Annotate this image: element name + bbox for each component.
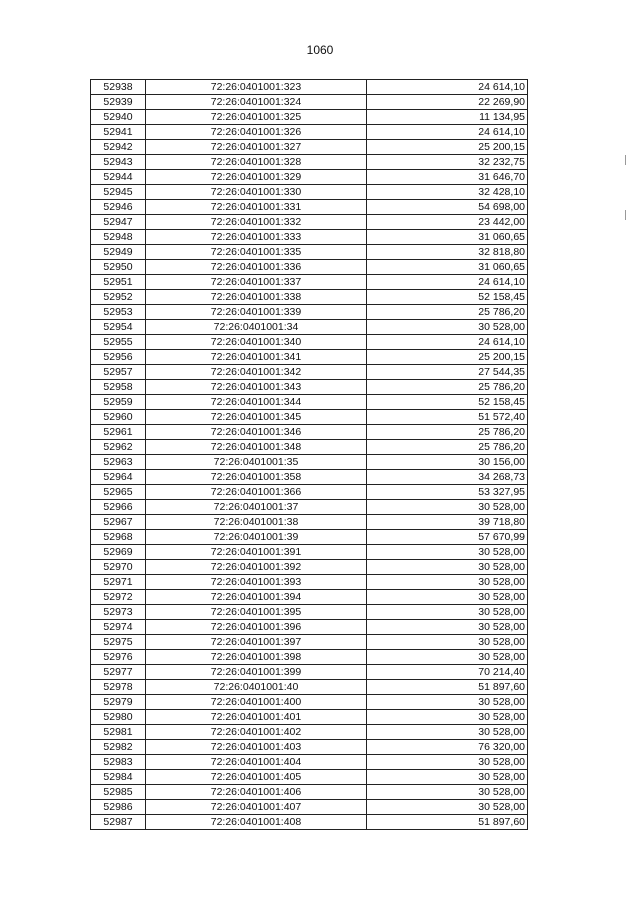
cadastral-table [90, 79, 528, 830]
table-row [91, 800, 528, 815]
cadastral-number-cell: 72:26:0401001:397 [146, 635, 367, 650]
value-cell: 76 320,00 [367, 740, 528, 755]
value-cell: 32 818,80 [367, 245, 528, 260]
row-number-cell: 52962 [91, 440, 146, 455]
table-row [91, 620, 528, 635]
value-cell: 52 158,45 [367, 290, 528, 305]
cadastral-number-cell: 72:26:0401001:40 [146, 680, 367, 695]
cadastral-number-cell: 72:26:0401001:34 [146, 320, 367, 335]
value-cell: 51 572,40 [367, 410, 528, 425]
row-number-cell: 52984 [91, 770, 146, 785]
value-cell: 27 544,35 [367, 365, 528, 380]
value-cell: 25 200,15 [367, 350, 528, 365]
scan-edge-mark [625, 210, 626, 220]
row-number-cell: 52956 [91, 350, 146, 365]
cadastral-number-cell: 72:26:0401001:403 [146, 740, 367, 755]
value-cell: 11 134,95 [367, 110, 528, 125]
value-cell: 24 614,10 [367, 125, 528, 140]
cadastral-number-cell: 72:26:0401001:348 [146, 440, 367, 455]
cadastral-number-cell: 72:26:0401001:404 [146, 755, 367, 770]
row-number-cell: 52965 [91, 485, 146, 500]
row-number-cell: 52951 [91, 275, 146, 290]
cadastral-number-cell: 72:26:0401001:332 [146, 215, 367, 230]
table-row [91, 335, 528, 350]
value-cell: 31 060,65 [367, 230, 528, 245]
table-row [91, 305, 528, 320]
cadastral-number-cell: 72:26:0401001:38 [146, 515, 367, 530]
table-row [91, 590, 528, 605]
row-number-cell: 52977 [91, 665, 146, 680]
value-cell: 30 528,00 [367, 785, 528, 800]
page-number: 1060 [306, 43, 334, 57]
row-number-cell: 52980 [91, 710, 146, 725]
table-row [91, 515, 528, 530]
row-number-cell: 52943 [91, 155, 146, 170]
row-number-cell: 52941 [91, 125, 146, 140]
value-cell: 31 060,65 [367, 260, 528, 275]
cadastral-number-cell: 72:26:0401001:406 [146, 785, 367, 800]
cadastral-number-cell: 72:26:0401001:396 [146, 620, 367, 635]
row-number-cell: 52968 [91, 530, 146, 545]
value-cell: 24 614,10 [367, 275, 528, 290]
table-row [91, 170, 528, 185]
row-number-cell: 52955 [91, 335, 146, 350]
row-number-cell: 52978 [91, 680, 146, 695]
cadastral-number-cell: 72:26:0401001:327 [146, 140, 367, 155]
value-cell: 30 528,00 [367, 725, 528, 740]
value-cell: 30 528,00 [367, 710, 528, 725]
cadastral-number-cell: 72:26:0401001:324 [146, 95, 367, 110]
row-number-cell: 52976 [91, 650, 146, 665]
cadastral-number-cell: 72:26:0401001:402 [146, 725, 367, 740]
row-number-cell: 52981 [91, 725, 146, 740]
value-cell: 24 614,10 [367, 335, 528, 350]
cadastral-number-cell: 72:26:0401001:343 [146, 380, 367, 395]
table-row [91, 725, 528, 740]
row-number-cell: 52975 [91, 635, 146, 650]
value-cell: 51 897,60 [367, 815, 528, 830]
row-number-cell: 52982 [91, 740, 146, 755]
table-row [91, 290, 528, 305]
value-cell: 25 786,20 [367, 440, 528, 455]
table-row [91, 155, 528, 170]
cadastral-number-cell: 72:26:0401001:395 [146, 605, 367, 620]
value-cell: 30 528,00 [367, 770, 528, 785]
value-cell: 30 528,00 [367, 500, 528, 515]
cadastral-number-cell: 72:26:0401001:331 [146, 200, 367, 215]
row-number-cell: 52964 [91, 470, 146, 485]
cadastral-number-cell: 72:26:0401001:328 [146, 155, 367, 170]
row-number-cell: 52958 [91, 380, 146, 395]
table-row [91, 95, 528, 110]
table-row [91, 740, 528, 755]
row-number-cell: 52960 [91, 410, 146, 425]
value-cell: 57 670,99 [367, 530, 528, 545]
row-number-cell: 52938 [91, 80, 146, 95]
table-row [91, 815, 528, 830]
table-row [91, 80, 528, 95]
cadastral-number-cell: 72:26:0401001:398 [146, 650, 367, 665]
table-row [91, 395, 528, 410]
cadastral-number-cell: 72:26:0401001:323 [146, 80, 367, 95]
cadastral-number-cell: 72:26:0401001:358 [146, 470, 367, 485]
value-cell: 25 786,20 [367, 305, 528, 320]
value-cell: 70 214,40 [367, 665, 528, 680]
cadastral-number-cell: 72:26:0401001:333 [146, 230, 367, 245]
row-number-cell: 52972 [91, 590, 146, 605]
value-cell: 25 200,15 [367, 140, 528, 155]
value-cell: 30 528,00 [367, 575, 528, 590]
table-row [91, 605, 528, 620]
table-row [91, 575, 528, 590]
value-cell: 31 646,70 [367, 170, 528, 185]
row-number-cell: 52959 [91, 395, 146, 410]
cadastral-number-cell: 72:26:0401001:325 [146, 110, 367, 125]
table-row [91, 710, 528, 725]
row-number-cell: 52985 [91, 785, 146, 800]
cadastral-number-cell: 72:26:0401001:329 [146, 170, 367, 185]
row-number-cell: 52940 [91, 110, 146, 125]
table-row [91, 425, 528, 440]
value-cell: 51 897,60 [367, 680, 528, 695]
cadastral-number-cell: 72:26:0401001:336 [146, 260, 367, 275]
cadastral-number-cell: 72:26:0401001:338 [146, 290, 367, 305]
row-number-cell: 52970 [91, 560, 146, 575]
value-cell: 30 528,00 [367, 620, 528, 635]
table-row [91, 320, 528, 335]
cadastral-number-cell: 72:26:0401001:408 [146, 815, 367, 830]
cadastral-number-cell: 72:26:0401001:366 [146, 485, 367, 500]
table-row [91, 695, 528, 710]
cadastral-number-cell: 72:26:0401001:401 [146, 710, 367, 725]
row-number-cell: 52947 [91, 215, 146, 230]
value-cell: 30 156,00 [367, 455, 528, 470]
value-cell: 54 698,00 [367, 200, 528, 215]
table-row [91, 470, 528, 485]
cadastral-number-cell: 72:26:0401001:346 [146, 425, 367, 440]
value-cell: 32 428,10 [367, 185, 528, 200]
table-row [91, 380, 528, 395]
value-cell: 32 232,75 [367, 155, 528, 170]
cadastral-number-cell: 72:26:0401001:391 [146, 545, 367, 560]
cadastral-number-cell: 72:26:0401001:326 [146, 125, 367, 140]
cadastral-number-cell: 72:26:0401001:345 [146, 410, 367, 425]
value-cell: 52 158,45 [367, 395, 528, 410]
row-number-cell: 52987 [91, 815, 146, 830]
value-cell: 25 786,20 [367, 380, 528, 395]
row-number-cell: 52952 [91, 290, 146, 305]
value-cell: 30 528,00 [367, 605, 528, 620]
row-number-cell: 52939 [91, 95, 146, 110]
row-number-cell: 52983 [91, 755, 146, 770]
cadastral-number-cell: 72:26:0401001:393 [146, 575, 367, 590]
table-row [91, 665, 528, 680]
table-row [91, 215, 528, 230]
table-row [91, 545, 528, 560]
cadastral-number-cell: 72:26:0401001:337 [146, 275, 367, 290]
row-number-cell: 52957 [91, 365, 146, 380]
table-row [91, 755, 528, 770]
value-cell: 24 614,10 [367, 80, 528, 95]
table-row [91, 140, 528, 155]
row-number-cell: 52966 [91, 500, 146, 515]
row-number-cell: 52967 [91, 515, 146, 530]
cadastral-number-cell: 72:26:0401001:39 [146, 530, 367, 545]
table-row [91, 485, 528, 500]
scan-edge-mark [625, 155, 626, 165]
row-number-cell: 52950 [91, 260, 146, 275]
value-cell: 30 528,00 [367, 695, 528, 710]
table-row [91, 785, 528, 800]
value-cell: 30 528,00 [367, 800, 528, 815]
table-row [91, 410, 528, 425]
table-row [91, 440, 528, 455]
table-row [91, 110, 528, 125]
cadastral-number-cell: 72:26:0401001:35 [146, 455, 367, 470]
row-number-cell: 52954 [91, 320, 146, 335]
row-number-cell: 52979 [91, 695, 146, 710]
table-row [91, 245, 528, 260]
table-row [91, 365, 528, 380]
row-number-cell: 52969 [91, 545, 146, 560]
value-cell: 30 528,00 [367, 755, 528, 770]
table-row [91, 350, 528, 365]
table-row [91, 650, 528, 665]
cadastral-number-cell: 72:26:0401001:340 [146, 335, 367, 350]
cadastral-number-cell: 72:26:0401001:341 [146, 350, 367, 365]
value-cell: 39 718,80 [367, 515, 528, 530]
row-number-cell: 52953 [91, 305, 146, 320]
table-row [91, 560, 528, 575]
table-row [91, 680, 528, 695]
row-number-cell: 52971 [91, 575, 146, 590]
cadastral-number-cell: 72:26:0401001:392 [146, 560, 367, 575]
table-body [91, 80, 528, 830]
value-cell: 30 528,00 [367, 320, 528, 335]
table-row [91, 635, 528, 650]
row-number-cell: 52945 [91, 185, 146, 200]
value-cell: 30 528,00 [367, 650, 528, 665]
row-number-cell: 52942 [91, 140, 146, 155]
cadastral-number-cell: 72:26:0401001:330 [146, 185, 367, 200]
row-number-cell: 52961 [91, 425, 146, 440]
table-row [91, 230, 528, 245]
row-number-cell: 52963 [91, 455, 146, 470]
table-row [91, 200, 528, 215]
row-number-cell: 52974 [91, 620, 146, 635]
value-cell: 30 528,00 [367, 590, 528, 605]
value-cell: 30 528,00 [367, 560, 528, 575]
value-cell: 30 528,00 [367, 635, 528, 650]
value-cell: 30 528,00 [367, 545, 528, 560]
table-row [91, 185, 528, 200]
table-row [91, 455, 528, 470]
row-number-cell: 52946 [91, 200, 146, 215]
table-row [91, 125, 528, 140]
cadastral-number-cell: 72:26:0401001:335 [146, 245, 367, 260]
value-cell: 23 442,00 [367, 215, 528, 230]
cadastral-number-cell: 72:26:0401001:407 [146, 800, 367, 815]
row-number-cell: 52948 [91, 230, 146, 245]
row-number-cell: 52944 [91, 170, 146, 185]
table-row [91, 275, 528, 290]
cadastral-number-cell: 72:26:0401001:405 [146, 770, 367, 785]
cadastral-number-cell: 72:26:0401001:394 [146, 590, 367, 605]
cadastral-number-cell: 72:26:0401001:339 [146, 305, 367, 320]
cadastral-number-cell: 72:26:0401001:37 [146, 500, 367, 515]
cadastral-number-cell: 72:26:0401001:399 [146, 665, 367, 680]
table-row [91, 500, 528, 515]
cadastral-number-cell: 72:26:0401001:342 [146, 365, 367, 380]
row-number-cell: 52973 [91, 605, 146, 620]
table-row [91, 770, 528, 785]
cadastral-number-cell: 72:26:0401001:400 [146, 695, 367, 710]
table-row [91, 530, 528, 545]
value-cell: 34 268,73 [367, 470, 528, 485]
value-cell: 53 327,95 [367, 485, 528, 500]
cadastral-number-cell: 72:26:0401001:344 [146, 395, 367, 410]
table-row [91, 260, 528, 275]
value-cell: 25 786,20 [367, 425, 528, 440]
row-number-cell: 52949 [91, 245, 146, 260]
value-cell: 22 269,90 [367, 95, 528, 110]
row-number-cell: 52986 [91, 800, 146, 815]
